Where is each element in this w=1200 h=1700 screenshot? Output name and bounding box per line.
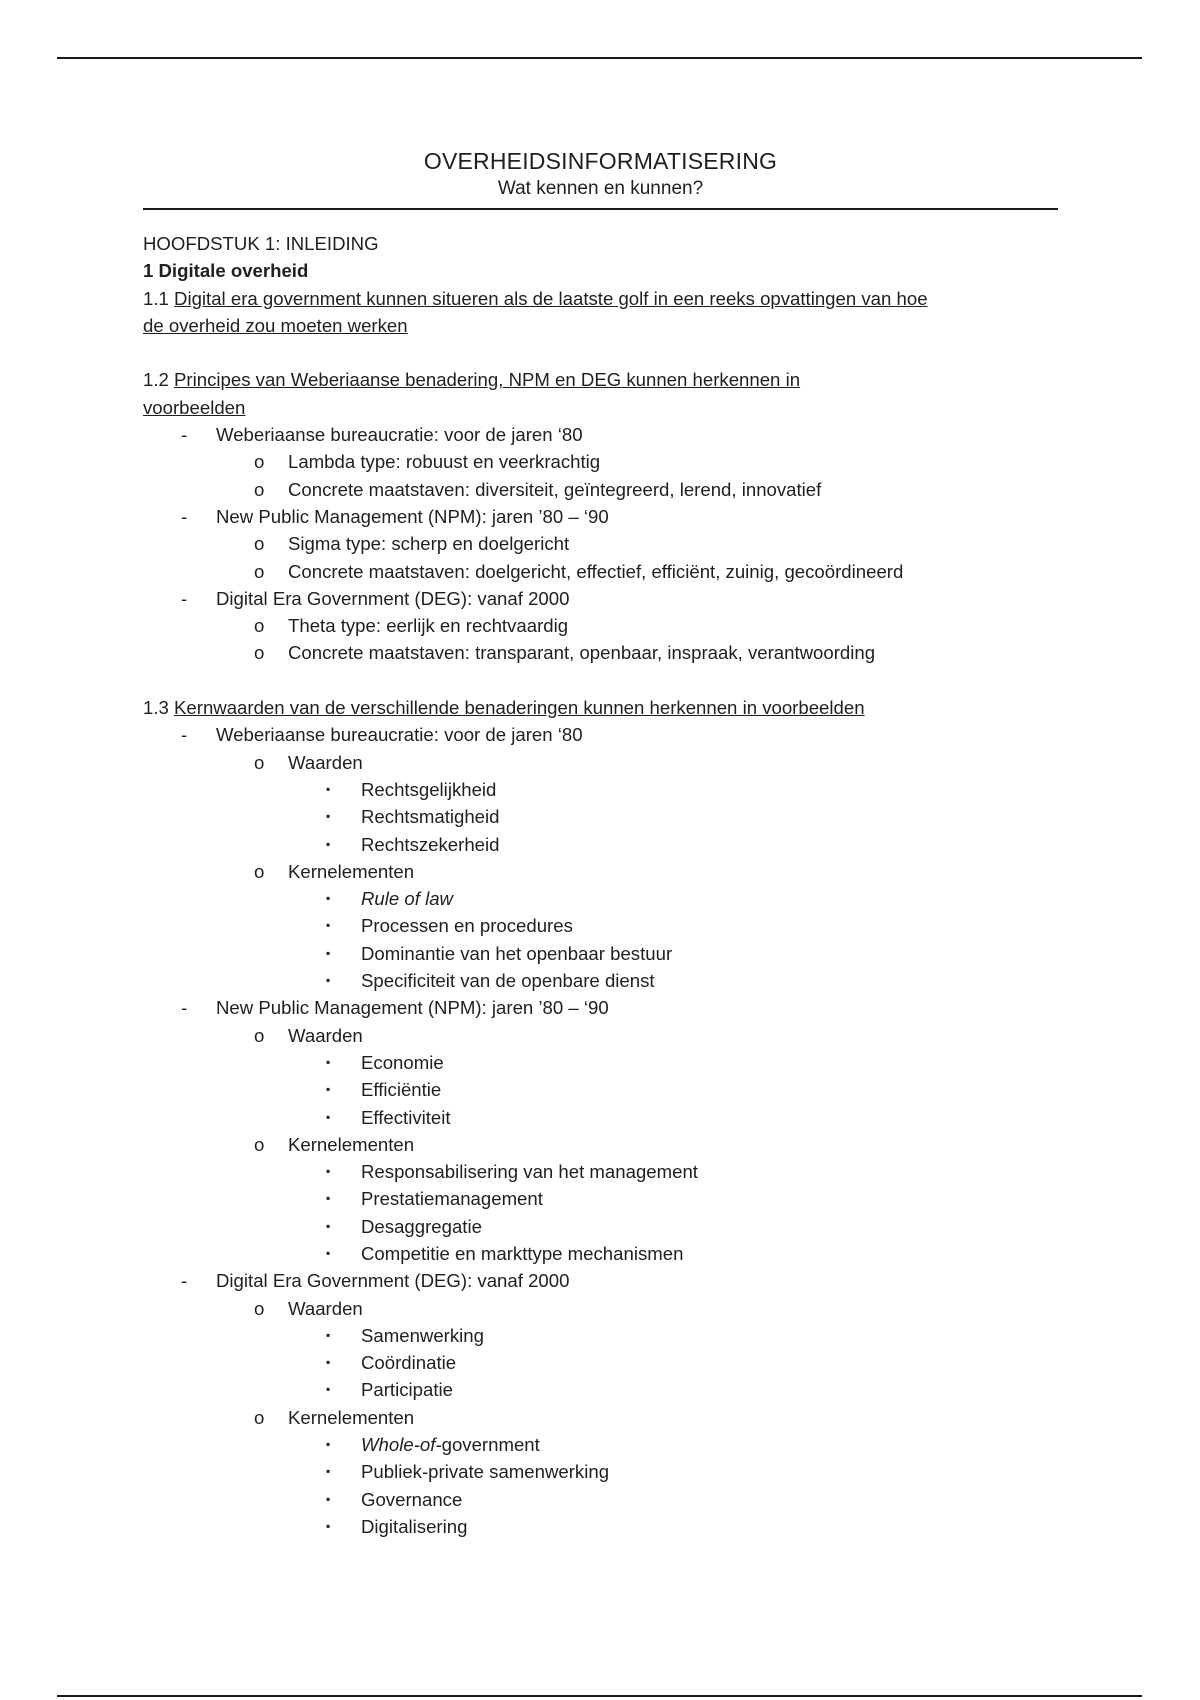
square-bullet-icon: ▪ (326, 809, 331, 824)
square-bullet-icon: ▪ (326, 1355, 331, 1370)
document-content (143, 230, 1058, 1540)
square-bullet-icon: ▪ (326, 1164, 331, 1179)
subsection-title: Principes van Weberiaanse benadering, NPM en DEG kunnen herkennen in (174, 369, 801, 391)
circle-bullet-icon: o (254, 478, 265, 500)
subsection-1-2 (143, 366, 1058, 393)
list-item: - Weberiaanse bureaucratie: voor de jaren ‘80 (143, 421, 1058, 448)
list-item: ▪ Desaggregatie (143, 1213, 1058, 1240)
dash-bullet-icon: - (181, 424, 188, 446)
square-bullet-icon: ▪ (326, 973, 331, 988)
list-item: ▪ Dominantie van het openbaar bestuur (143, 940, 1058, 967)
list-item: - Digital Era Government (DEG): vanaf 2000 (143, 1267, 1058, 1294)
list-item: - Digital Era Government (DEG): vanaf 2000 (143, 585, 1058, 612)
dash-bullet-icon: - (181, 1270, 188, 1292)
dash-bullet-icon: - (181, 997, 188, 1019)
list-item: ▪ Prestatiemanagement (143, 1185, 1058, 1212)
dash-bullet-icon: - (181, 724, 188, 746)
square-bullet-icon: ▪ (326, 1054, 331, 1069)
square-bullet-icon: ▪ (326, 836, 331, 851)
circle-bullet-icon: o (254, 533, 265, 555)
page-bottom-rule (57, 1695, 1142, 1697)
square-bullet-icon: ▪ (326, 1191, 331, 1206)
list-item: o Waarden (143, 749, 1058, 776)
list-item: ▪ Rechtszekerheid (143, 831, 1058, 858)
list-item: o Concrete maatstaven: transparant, openbaar, inspraak, verantwoording (143, 639, 1058, 666)
circle-bullet-icon: o (254, 642, 265, 664)
list-item: o Waarden (143, 1295, 1058, 1322)
square-bullet-icon: ▪ (326, 945, 331, 960)
square-bullet-icon: ▪ (326, 1082, 331, 1097)
list-item: ▪ Specificiteit van de openbare dienst (143, 967, 1058, 994)
document-body (143, 146, 1058, 1540)
list-item: o Concrete maatstaven: diversiteit, geïntegreerd, lerend, innovatief (143, 476, 1058, 503)
dash-bullet-icon: - (181, 505, 188, 527)
list-item: ▪ Digitalisering (143, 1513, 1058, 1540)
subsection-title-cont: de overheid zou moeten werken (143, 314, 408, 336)
list-item: o Kernelementen (143, 1404, 1058, 1431)
circle-bullet-icon: o (254, 1297, 265, 1319)
list-item: o Lambda type: robuust en veerkrachtig (143, 448, 1058, 475)
circle-bullet-icon: o (254, 751, 265, 773)
square-bullet-icon: ▪ (326, 918, 331, 933)
list-item: ▪ Competitie en markttype mechanismen (143, 1240, 1058, 1267)
list-item: ▪ Whole-of-government (143, 1431, 1058, 1458)
subsection-number: 1.2 (143, 369, 175, 391)
subsection-title: Kernwaarden van de verschillende benaderingen kunnen herkennen in voorbeelden (174, 697, 865, 719)
list-item: ▪ Rechtsmatigheid (143, 803, 1058, 830)
list-item: - New Public Management (NPM): jaren ’80 – ‘90 (143, 503, 1058, 530)
list-item: ▪ Coördinatie (143, 1349, 1058, 1376)
dash-bullet-icon: - (181, 587, 188, 609)
list-item: ▪ Efficiëntie (143, 1076, 1058, 1103)
list-item: ▪ Effectiviteit (143, 1104, 1058, 1131)
square-bullet-icon: ▪ (326, 891, 331, 906)
list-item: - Weberiaanse bureaucratie: voor de jaren ‘80 (143, 721, 1058, 748)
square-bullet-icon: ▪ (326, 1491, 331, 1506)
list-item: o Waarden (143, 1022, 1058, 1049)
square-bullet-icon: ▪ (326, 1109, 331, 1124)
square-bullet-icon: ▪ (326, 781, 331, 796)
subsection-title-cont: voorbeelden (143, 396, 246, 418)
square-bullet-icon: ▪ (326, 1437, 331, 1452)
chapter-heading: HOOFDSTUK 1: INLEIDING (143, 233, 379, 254)
subsection-number: 1.3 (143, 697, 175, 719)
document-subtitle: Wat kennen en kunnen? (497, 178, 704, 199)
circle-bullet-icon: o (254, 1406, 265, 1428)
subsection-number: 1.1 (143, 287, 175, 309)
list-item: ▪ Processen en procedures (143, 912, 1058, 939)
list-item: ▪ Publiek-private samenwerking (143, 1458, 1058, 1485)
circle-bullet-icon: o (254, 451, 265, 473)
list-item: ▪ Rechtsgelijkheid (143, 776, 1058, 803)
list-item: ▪ Responsabilisering van het management (143, 1158, 1058, 1185)
list-item: ▪ Samenwerking (143, 1322, 1058, 1349)
subsection-title: Digital era government kunnen situeren als de laatste golf in een reeks opvattingen van hoe (174, 287, 928, 309)
list-item: - New Public Management (NPM): jaren ’80 – ‘90 (143, 994, 1058, 1021)
document-title: OVERHEIDSINFORMATISERING (423, 148, 778, 174)
square-bullet-icon: ▪ (326, 1327, 331, 1342)
section-heading: 1 Digitale overheid (143, 260, 309, 282)
list-item: o Kernelementen (143, 858, 1058, 885)
subsection-1-1 (143, 285, 1058, 312)
page-top-rule (57, 57, 1142, 59)
circle-bullet-icon: o (254, 1133, 265, 1155)
list-item: o Concrete maatstaven: doelgericht, effectief, efficiënt, zuinig, gecoördineerd (143, 558, 1058, 585)
circle-bullet-icon: o (254, 860, 265, 882)
square-bullet-icon: ▪ (326, 1518, 331, 1533)
title-block (143, 146, 1058, 210)
list-item: o Theta type: eerlijk en rechtvaardig (143, 612, 1058, 639)
circle-bullet-icon: o (254, 1024, 265, 1046)
square-bullet-icon: ▪ (326, 1464, 331, 1479)
circle-bullet-icon: o (254, 615, 265, 637)
list-item: o Sigma type: scherp en doelgericht (143, 530, 1058, 557)
list-item: ▪ Governance (143, 1486, 1058, 1513)
square-bullet-icon: ▪ (326, 1245, 331, 1260)
subsection-1-3 (143, 694, 1058, 721)
square-bullet-icon: ▪ (326, 1218, 331, 1233)
list-item: ▪ Participatie (143, 1376, 1058, 1403)
list-item: o Kernelementen (143, 1131, 1058, 1158)
list-item: ▪ Rule of law (143, 885, 1058, 912)
square-bullet-icon: ▪ (326, 1382, 331, 1397)
circle-bullet-icon: o (254, 560, 265, 582)
list-item: ▪ Economie (143, 1049, 1058, 1076)
